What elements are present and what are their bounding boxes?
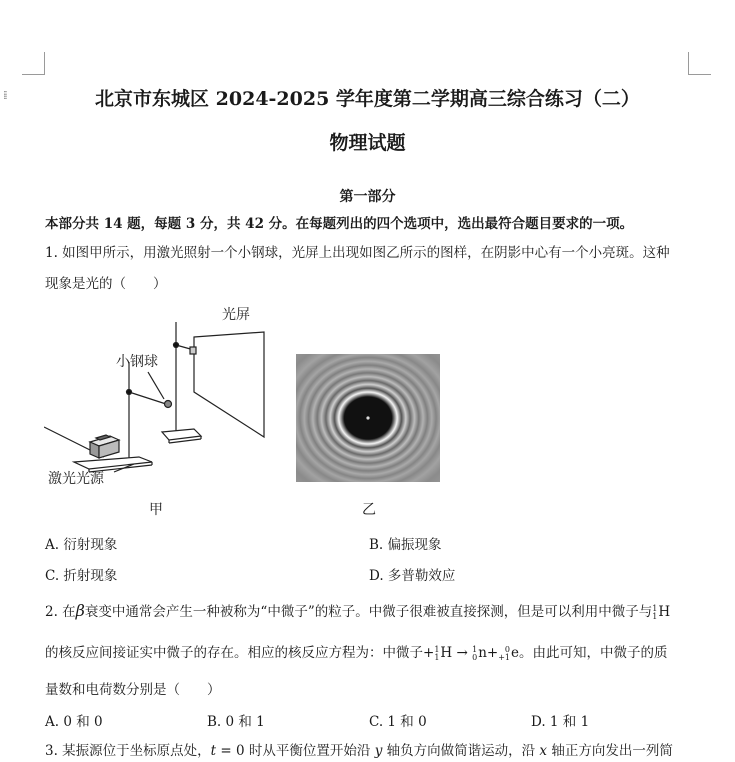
figure-jia-apparatus: [44, 302, 284, 502]
page-corner-mark-top-left: [22, 52, 45, 75]
q1-option-c: C. 折射现象: [45, 568, 118, 584]
section-heading: 第一部分: [339, 189, 396, 205]
page-corner-mark-top-right: [688, 52, 711, 75]
figure-caption-yi: 乙: [362, 502, 376, 518]
question-2-text: 2. 在β衰变中通常会产生一种被称为“中微子”的粒子。中微子很难被直接探测，但是可以利用中微子与1 1H: [45, 601, 671, 621]
figure-caption-jia: 甲: [149, 502, 163, 518]
question-1-text-cont: 现象是光的（ ）: [45, 276, 167, 292]
q2-option-a: A. 0 和 0: [45, 714, 103, 730]
q1-option-d: D. 多普勒效应: [369, 568, 456, 584]
figure-label-source: 激光光源: [48, 471, 104, 487]
section-instructions: 本部分共 14 题，每题 3 分，共 42 分。在每题列出的四个选项中，选出最符合题目要求的一项。: [45, 216, 634, 232]
figure-yi-diffraction-pattern: [296, 354, 440, 482]
q2-option-d: D. 1 和 1: [531, 714, 590, 730]
question-2-equation: 的核反应间接证实中微子的存在。相应的核反应方程为：中微子+1 1H → 1 0n+ 0 +1e。由此可知，中微子的质: [45, 644, 668, 662]
figure-label-ball: 小钢球: [116, 354, 158, 370]
drag-handle-icon[interactable]: ⁞⁞: [3, 88, 6, 102]
question-3-text: 3. 某振源位于坐标原点处，t = 0 时从平衡位置开始沿 y 轴负方向做简谐运动，沿 x 轴正方向发出一列简: [45, 743, 673, 759]
question-2-text-cont: 量数和电荷数分别是（ ）: [45, 682, 221, 698]
figure-label-screen: 光屏: [222, 307, 250, 323]
exam-subtitle: 物理试题: [329, 132, 406, 154]
q1-option-b: B. 偏振现象: [369, 537, 442, 553]
q1-option-a: A. 衍射现象: [45, 537, 118, 553]
question-1-text: 1. 如图甲所示，用激光照射一个小钢球，光屏上出现如图乙所示的图样，在阴影中心有一个小亮斑。这种: [45, 245, 670, 261]
exam-title: 北京市东城区 2024-2025 学年度第二学期高三综合练习（二）: [95, 88, 640, 110]
q2-option-c: C. 1 和 0: [369, 714, 427, 730]
q2-option-b: B. 0 和 1: [207, 714, 265, 730]
